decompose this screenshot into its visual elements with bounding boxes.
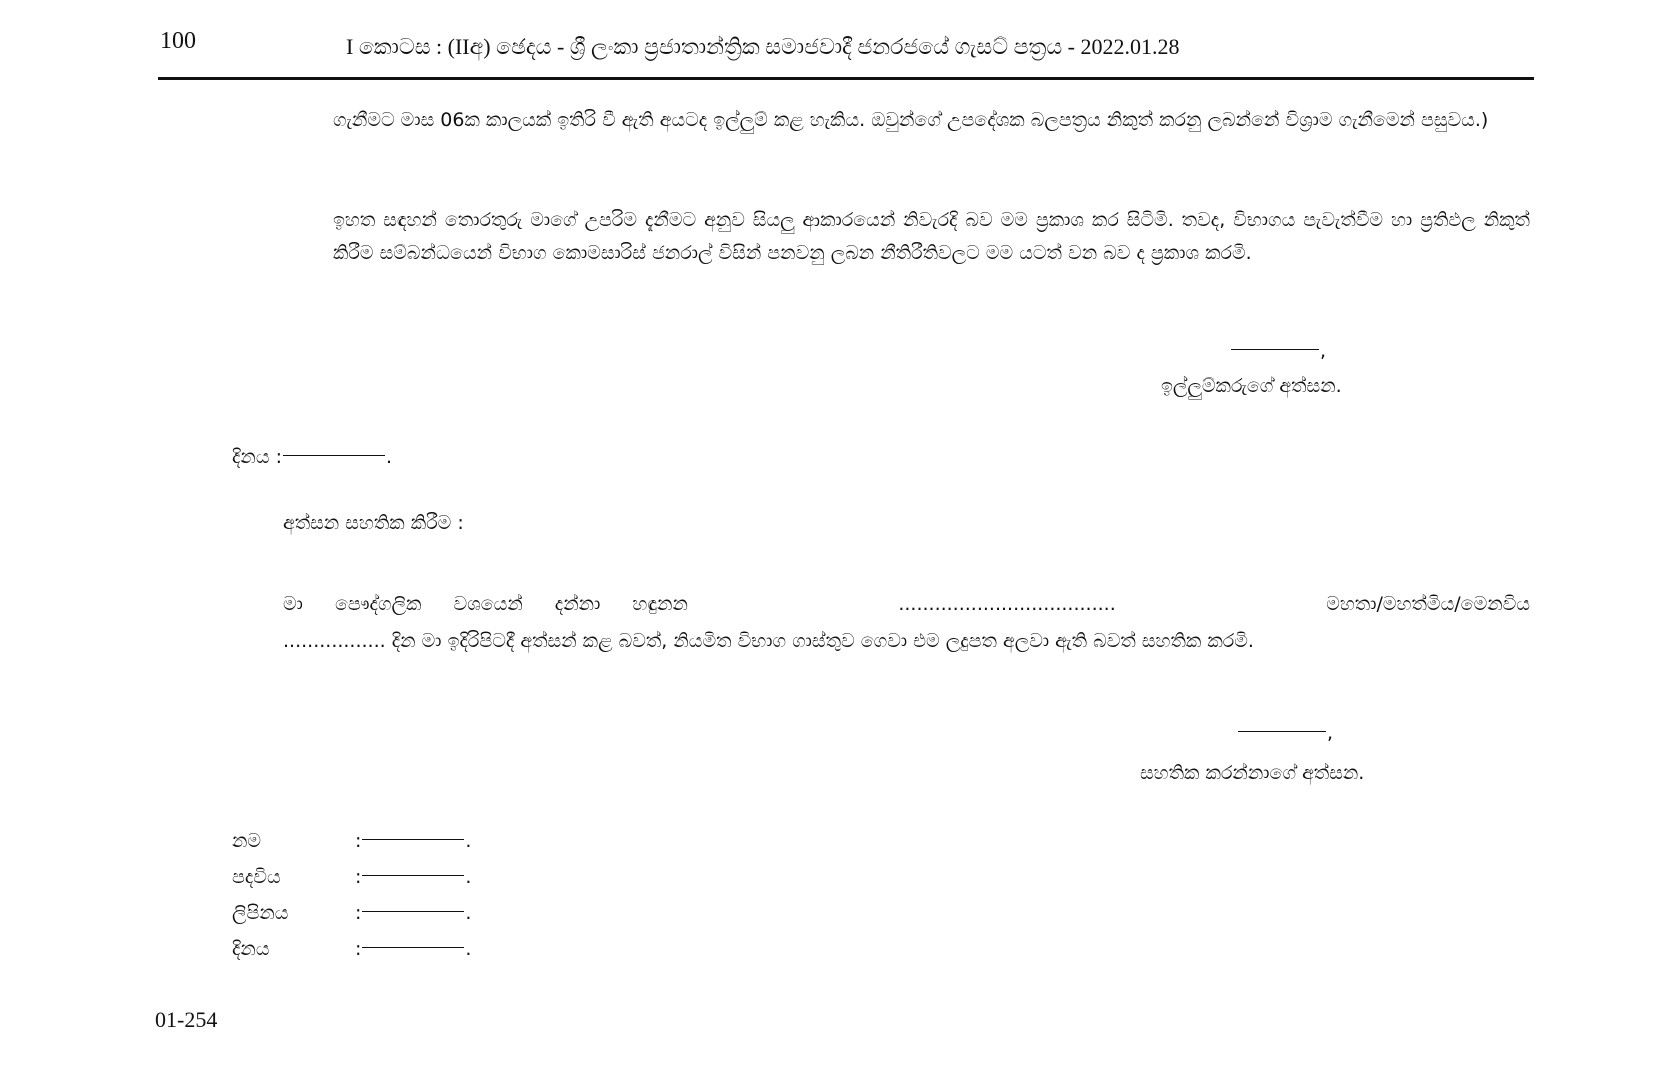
signature-blank xyxy=(1238,731,1326,732)
certifier-signature-line: , xyxy=(1237,722,1333,744)
paragraph-declaration: ඉහත සඳහන් තොරතුරු මාගේ උපරිම දැනීමට අනුව සියලු ආකාරයෙන් නිවැරදි බව මම ප්‍රකාශ කර සිටිමි. තවද, විභාගය පැවැත්වීම හා ප්‍රතිඵල නිකුත් කිරීම සම්බන්ධයෙන් විභාග කොමසාරිස් ජනරාල් විසින් පනවනු ලබන නීතිරීතිවලට මම යටත් වන බව ද ප්‍රකාශ කරමි. xyxy=(333,209,1530,264)
certification-line-2: ................. දින මා ඉදිරිපිටදී අත්සන් කළ බවත්, නියමිත විභාග ගාස්තුව ගෙවා එම ලදුපත අලවා ඇති බවත් සහතික කරමි. xyxy=(283,630,1254,652)
applicant-signature-line: , xyxy=(1230,340,1326,362)
signature-blank xyxy=(1231,349,1319,350)
date-line: දිනය : . xyxy=(232,446,393,468)
certification-line-1: මා පෞද්ගලික වශයෙන් දන්නා හඳුනන .................................... මහතා/මහත්මිය/මෙනවිය xyxy=(283,593,1530,615)
notice-code: 01-254 xyxy=(155,1007,218,1032)
certification-heading: අත්සන සහතික කිරීම : xyxy=(283,512,464,534)
paragraph-continuation: ගැනීමට මාස 06ක කාලයක් ඉතිරි වී ඇති අයටද ඉල්ලුම් කළ හැකිය. ඔවුන්ගේ උපදේශක බලපත්‍රය නිකුත් කරනු ලබන්නේ විශ්‍රාම ගැනීමෙන් පසුවය.) xyxy=(333,109,1489,131)
applicant-signature-label: ඉල්ලුම්කරුගේ අත්සන. xyxy=(1161,375,1342,397)
field-name-blank: : . xyxy=(355,830,472,852)
header-rule xyxy=(158,77,1534,80)
field-label-name: නම xyxy=(232,830,262,852)
page-number: 100 xyxy=(160,28,196,54)
certifier-signature-label: සහතික කරන්නාගේ අත්සන. xyxy=(1140,762,1365,784)
field-label-address: ලිපිනය xyxy=(232,902,289,924)
date-blank xyxy=(283,455,385,456)
field-label-date: දිනය xyxy=(232,938,270,960)
field-designation-blank: : . xyxy=(355,866,472,888)
field-label-designation: පදවිය xyxy=(232,866,281,888)
field-date-blank: : . xyxy=(355,938,472,960)
field-address-blank: : . xyxy=(355,902,472,924)
running-head: I කොටස : (IIඅ) ඡෙදය - ශ්‍රී ලංකා ප්‍රජාතාන්ත්‍රික සමාජවාදී ජනරජයේ ගැසට් පත්‍රය - 2022.01.28 xyxy=(346,34,1180,59)
